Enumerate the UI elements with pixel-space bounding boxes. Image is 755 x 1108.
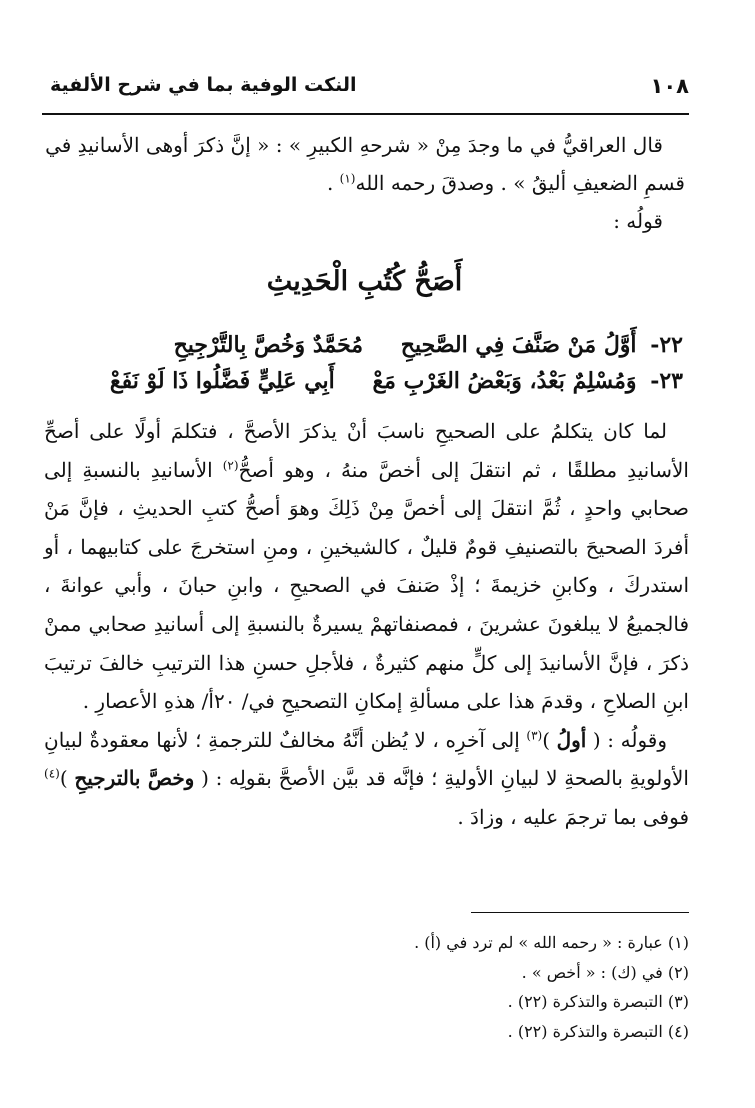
paragraph-2-part-e: فوفى بما ترجمَ عليه ، وزادَ .	[457, 804, 689, 829]
commentary-paragraph-1	[44, 412, 689, 721]
qawluhu-label: قولُه :	[613, 209, 663, 233]
header-divider	[42, 113, 689, 115]
section-heading: أَصَحُّ كُتُبِ الْحَدِيثِ	[266, 266, 463, 297]
footnote-3: (٣) التبصرة والتذكرة (٢٢) .	[507, 992, 689, 1011]
footnote-ref-4: (٤)	[44, 766, 60, 781]
verse-number: ٢٣-	[650, 368, 683, 394]
running-header	[42, 66, 689, 110]
paragraph-2-part-a: وقولُه : (	[586, 727, 667, 752]
verse-23	[40, 368, 683, 394]
verse-second-hemistich: أَبِي عَلِيٍّ فَضَّلُوا ذَا لَوْ نَفَعْ	[109, 368, 335, 394]
verse-second-hemistich: مُحَمَّدٌ وَخُصَّ بِالتَّرْجِيحِ	[173, 332, 364, 358]
paragraph-2-part-b: )	[542, 727, 557, 752]
footnote-4: (٤) التبصرة والتذكرة (٢٢) .	[507, 1021, 689, 1041]
footnote-2: (٢) في (ك) : « أخص » .	[521, 962, 689, 982]
verse-number: ٢٢-	[650, 332, 683, 358]
commentary-text	[44, 412, 689, 837]
paragraph-2-part-d: )	[59, 766, 75, 791]
paragraph-1-part-a: لما كان يتكلمُ على الصحيحِ ناسبَ أنْ يذكرَ الأصحَّ ، فتكلمَ أولًا على أصحِّ الأسانيدِ مطلقًا ، ثم انتقلَ إلى أخصَّ منهُ ، وهو أصحُّ	[44, 419, 689, 482]
footnote-1: (١) عبارة : « رحمه الله » لم ترد في (أ) .	[414, 933, 689, 952]
commentary-paragraph-2	[44, 721, 689, 837]
page-number: ١٠٨	[650, 74, 689, 98]
footnote-ref-3: (٣)	[526, 728, 543, 743]
intro-line-2-end: .	[326, 171, 340, 195]
verse-first-hemistich: أَوَّلُ مَنْ صَنَّفَ فِي الصَّحِيحِ	[400, 332, 637, 358]
paragraph-1-part-b: الأسانيدِ بالنسبةِ إلى صحابي واحدٍ ، ثُمَّ انتقلَ إلى أخصَّ مِنْ ذَلِكَ وهوَ أصحُّ كتبِ الحديثِ ، فإنَّ مَنْ أفردَ الصحيحَ بالتصنيفِ قومٌ قليلٌ ، كالشيخينِ ، ومنِ استخرجَ على كتابيهما ، أو استدركَ ، وكابنِ خزيمةَ ؛ إذْ صَنفَ في الصحيحِ ، وابنِ حبانَ ، وأبي عوانةَ ، فالجميعُ لا يبلغونَ عشرينَ ، فمصنفاتهمْ يسيرةٌ بالنسبةِ إلى أسانيدِ صحابي ممنْ ذكرَ ، فإنَّ الأسانيدَ إلى كلٍّ منهم كثيرةٌ ، فلأجلِ حسنِ هذا الترتيبِ خالفَ ترتيبَ ابنِ الصلاحِ ، وقدمَ هذا على مسألةِ إمكانِ التصحيحِ في/ ٢٠أ/ هذهِ الأعصارِ .	[44, 457, 689, 714]
intro-line-2-text: قسمِ الضعيفِ أليقُ » . وصدقَ رحمه الله	[355, 171, 685, 195]
verse-22	[40, 332, 683, 358]
footnote-ref-2: (٢)	[222, 457, 239, 472]
footnotes	[44, 928, 689, 1046]
intro-line-1: قال العراقيُّ في ما وجدَ مِنْ « شرحهِ الكبيرِ » : « إنَّ ذكرَ أوهى الأسانيدِ في	[45, 133, 663, 157]
verse-first-hemistich: وَمُسْلِمٌ بَعْدُ، وَبَعْضُ الغَرْبِ مَعْ	[372, 368, 637, 394]
footnote-divider	[471, 912, 689, 913]
quoted-khuss: وخصَّ بالترجيحِ	[74, 766, 195, 791]
quoted-awwal: أولُ	[556, 727, 587, 752]
paragraph-2-part-c: إلى آخرِه ، لا يُظن أنَّهُ مخالفٌ للترجمةِ ؛ لأنها معقودةٌ لبيانِ الأولويةِ بالصحةِ لا لبيانِ الأوليةِ ؛ فإنَّه قد بيَّن الأصحَّ بقولِه : (	[44, 727, 689, 791]
intro-line-2	[44, 164, 685, 202]
intro-paragraph	[44, 126, 685, 240]
running-title: النكت الوفية بما في شرح الألفية	[50, 74, 357, 96]
footnote-ref-1: (١)	[339, 171, 356, 186]
